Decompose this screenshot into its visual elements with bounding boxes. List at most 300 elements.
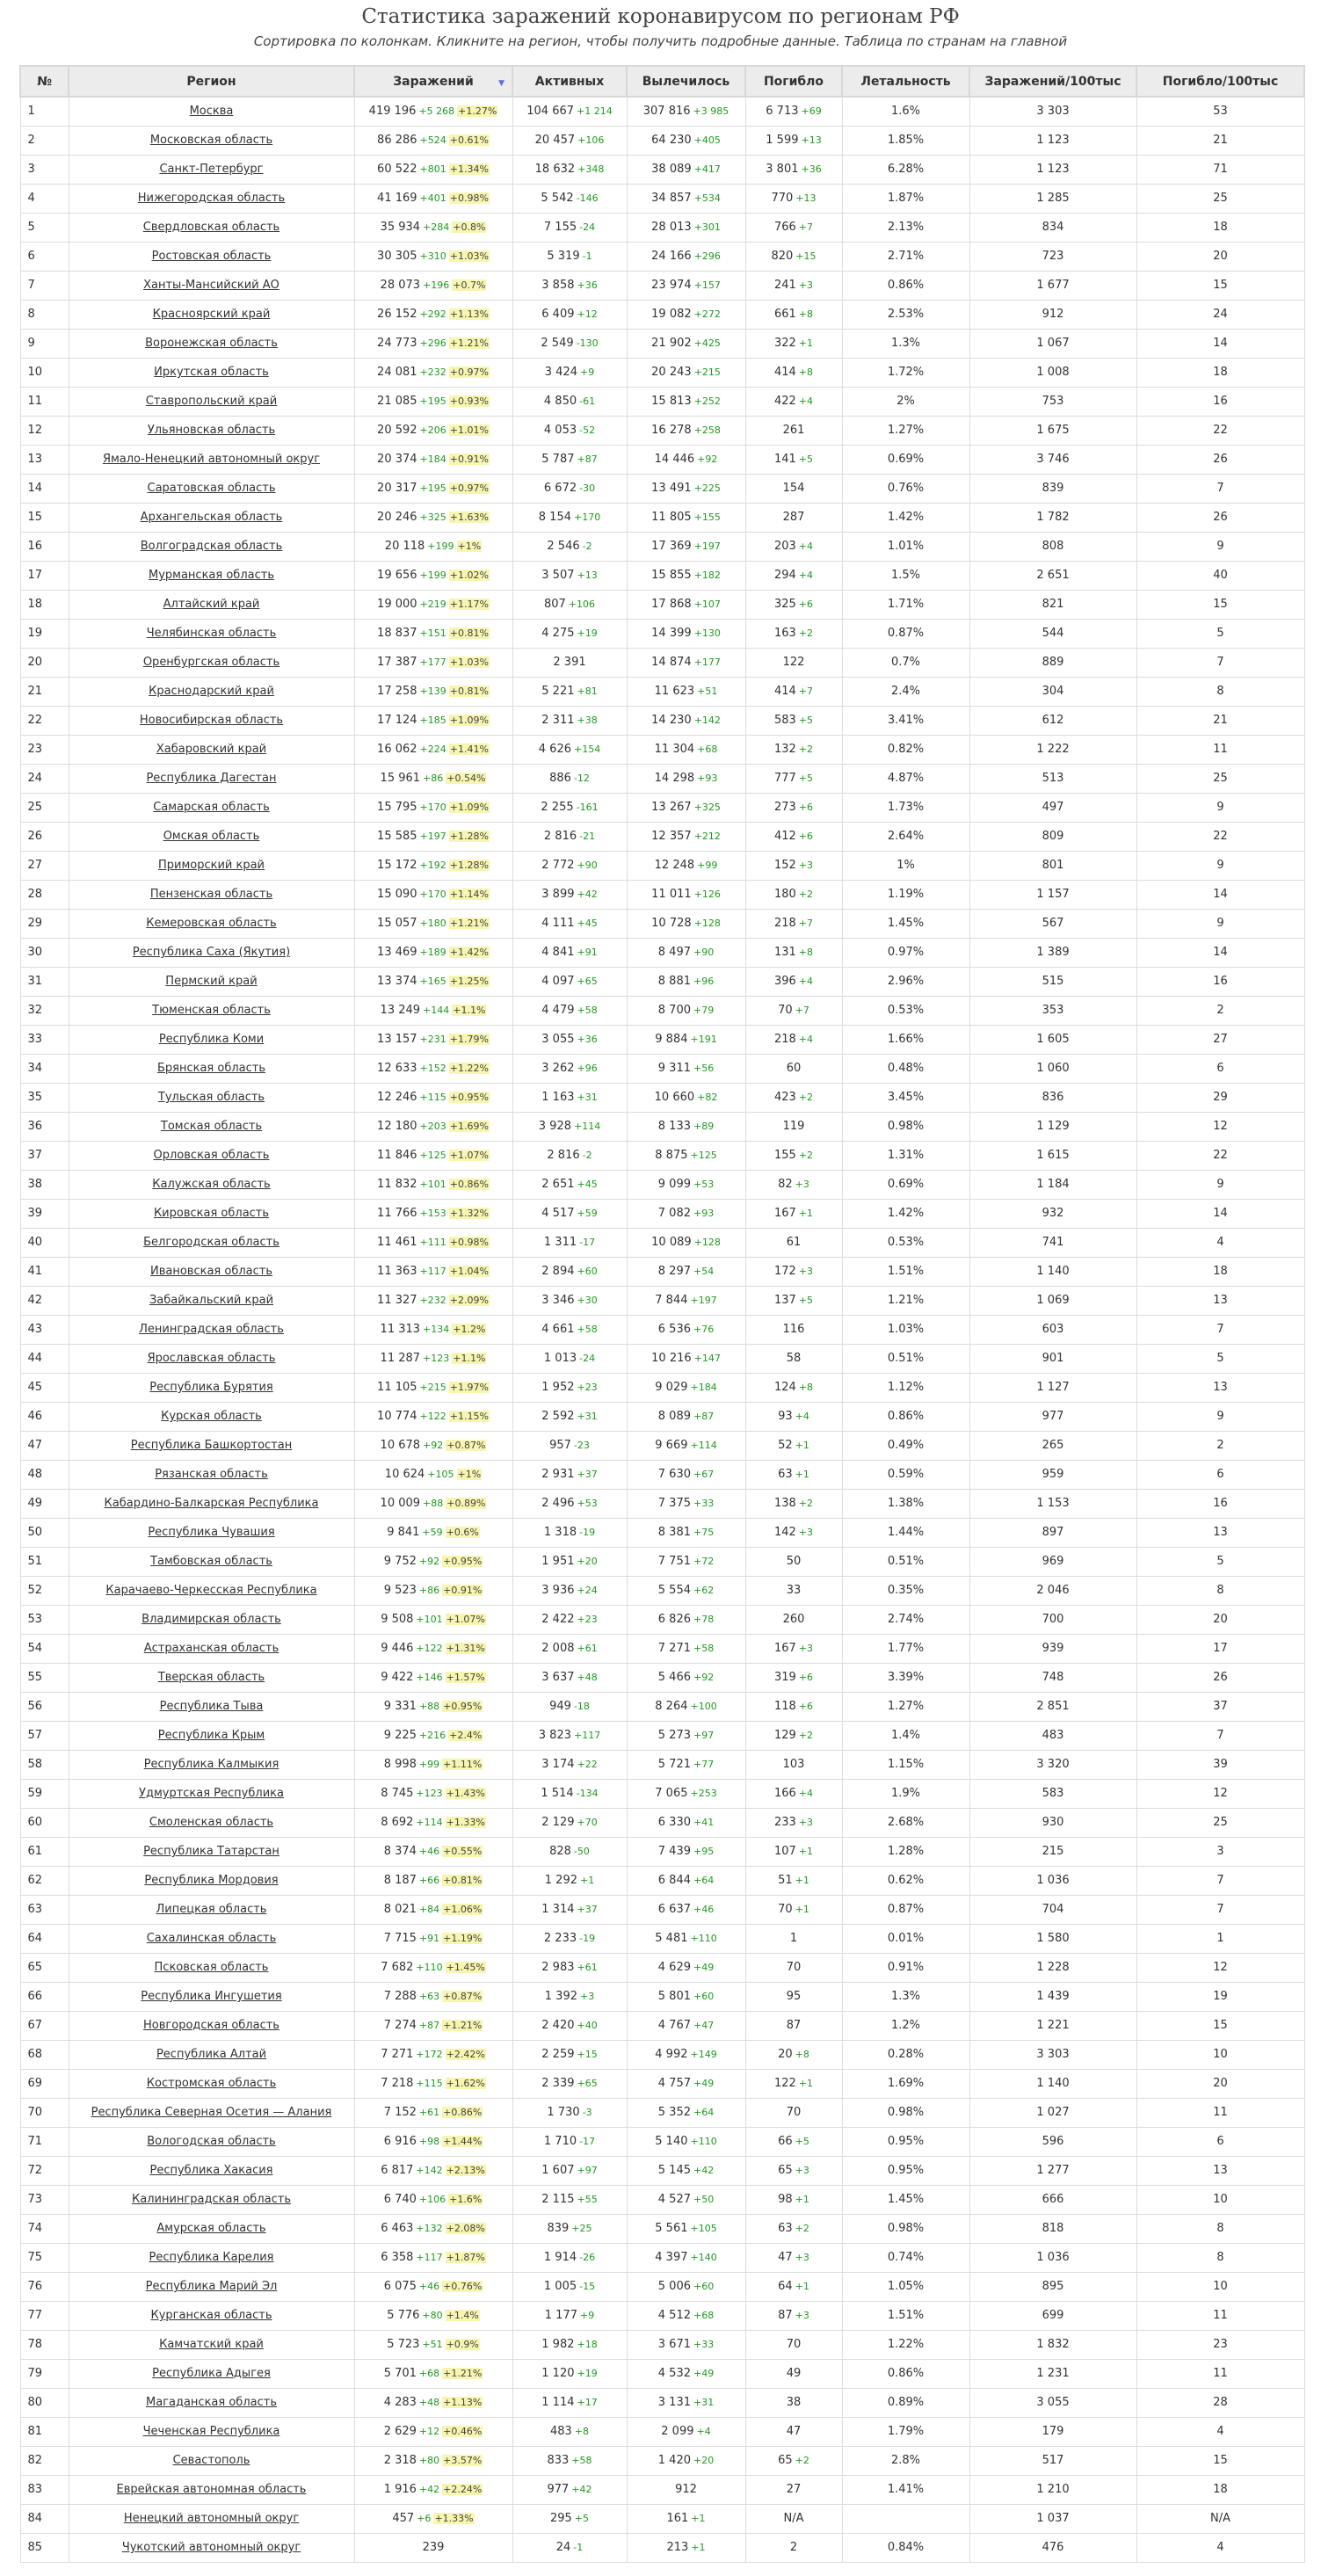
row-number: 35	[20, 1083, 69, 1112]
region-link[interactable]: Ненецкий автономный округ	[123, 2512, 300, 2525]
row-number: 74	[20, 2214, 69, 2243]
region-link[interactable]: Ханты-Мансийский АО	[143, 279, 279, 292]
table-row	[20, 1547, 1304, 1576]
region-cell	[69, 1576, 354, 1605]
region-link[interactable]: Томская область	[160, 1120, 263, 1133]
recovered-delta: +105	[690, 2223, 717, 2234]
row-number: 73	[20, 2185, 69, 2214]
region-link[interactable]: Самарская область	[153, 801, 270, 814]
infected-per-100k-cell: 930	[969, 1808, 1136, 1837]
region-cell	[69, 503, 354, 532]
table-row	[20, 851, 1304, 880]
region-link[interactable]: Ивановская область	[149, 1265, 272, 1278]
infected-value: 35 934	[380, 221, 421, 234]
infected-cell	[354, 387, 512, 416]
infected-delta: +111	[419, 1237, 446, 1248]
recovered-value: 213	[666, 2541, 689, 2554]
region-link[interactable]: Псковская область	[154, 1961, 269, 1974]
recovered-cell	[627, 851, 745, 880]
row-number: 79	[20, 2359, 69, 2388]
region-link[interactable]: Севастополь	[172, 2454, 250, 2467]
recovered-value: 4 767	[657, 2019, 691, 2032]
deaths-cell	[745, 1402, 842, 1431]
infected-cell	[354, 358, 512, 387]
recovered-cell	[627, 242, 745, 271]
infected-value: 20 374	[377, 453, 417, 466]
infected-delta: +292	[419, 308, 446, 320]
active-value: 4 850	[543, 395, 577, 408]
deaths-delta: +3	[795, 2310, 809, 2321]
region-link[interactable]: Липецкая область	[156, 1903, 267, 1916]
deaths-per-100k-cell: 26	[1136, 445, 1304, 474]
infected-cell	[354, 416, 512, 445]
row-number: 39	[20, 1199, 69, 1228]
deaths-cell	[745, 967, 842, 996]
row-number: 62	[20, 1866, 69, 1895]
region-link[interactable]: Астраханская область	[143, 1642, 279, 1655]
active-cell	[512, 561, 627, 590]
deaths-delta: +3	[798, 279, 814, 291]
infected-value: 17 387	[377, 656, 417, 669]
region-link[interactable]: Курская область	[161, 1410, 262, 1423]
recovered-delta: +54	[693, 1266, 715, 1277]
active-value: 1 292	[544, 1874, 577, 1887]
table-row	[20, 358, 1304, 387]
infected-cell	[354, 1547, 512, 1576]
region-link[interactable]: Саратовская область	[147, 482, 276, 495]
active-delta: -21	[579, 831, 596, 842]
col-header-number[interactable]: №	[20, 66, 69, 97]
region-cell	[69, 1924, 354, 1953]
infected-cell	[354, 1489, 512, 1518]
deaths-cell	[745, 590, 842, 619]
region-link[interactable]: Красноярский край	[152, 308, 271, 321]
infected-delta-percent: +0.87%	[443, 1991, 483, 2002]
deaths-delta: +4	[798, 570, 814, 581]
col-header-recovered[interactable]: Вылечилось	[627, 66, 745, 97]
recovered-delta: +67	[693, 1469, 715, 1480]
infected-delta-percent: +0.8%	[453, 221, 486, 233]
infected-per-100k-cell: 2 046	[969, 1576, 1136, 1605]
region-link[interactable]: Республика Чувашия	[148, 1526, 275, 1539]
region-link[interactable]: Амурская область	[156, 2222, 266, 2235]
active-value: 833	[547, 2454, 570, 2467]
col-header-region[interactable]: Регион	[69, 66, 354, 97]
active-delta: +18	[577, 2339, 598, 2350]
row-number: 21	[20, 677, 69, 706]
region-link[interactable]: Нижегородская область	[137, 192, 286, 205]
active-value: 1 314	[541, 1903, 575, 1916]
col-header-deaths[interactable]: Погибло	[745, 66, 842, 97]
region-link[interactable]: Краснодарский край	[149, 685, 274, 698]
region-link[interactable]: Волгоградская область	[140, 540, 283, 553]
table-row	[20, 2388, 1304, 2417]
col-header-active[interactable]: Активных	[512, 66, 627, 97]
active-cell	[512, 648, 627, 677]
lethality-cell: 1.28%	[842, 1837, 969, 1866]
deaths-value: 49	[786, 2367, 802, 2380]
infected-cell	[354, 1199, 512, 1228]
region-link[interactable]: Республика Калмыкия	[143, 1758, 279, 1771]
active-delta: -1	[582, 250, 592, 262]
recovered-cell	[627, 996, 745, 1025]
infected-delta: +151	[419, 628, 446, 639]
infected-value: 6 740	[383, 2193, 417, 2206]
infected-value: 21 085	[377, 395, 417, 408]
deaths-per-100k-cell: 10	[1136, 2040, 1304, 2069]
infected-delta-percent: +1.4%	[446, 2310, 479, 2321]
countries-table-link[interactable]: Таблица по странам на главной	[844, 33, 1068, 49]
recovered-cell	[627, 1257, 745, 1286]
infected-delta-percent: +1.19%	[443, 1933, 483, 1944]
infected-cell	[354, 1779, 512, 1808]
region-link[interactable]: Омская область	[163, 830, 260, 843]
region-link[interactable]: Республика Алтай	[156, 2048, 267, 2061]
infected-delta-percent: +2.42%	[446, 2049, 485, 2060]
region-link[interactable]: Ульяновская область	[147, 424, 276, 437]
row-number: 55	[20, 1663, 69, 1692]
deaths-value: 241	[773, 279, 796, 292]
active-delta: +12	[577, 308, 598, 320]
active-value: 839	[547, 2222, 570, 2235]
region-link[interactable]: Республика Коми	[158, 1033, 265, 1046]
table-row	[20, 445, 1304, 474]
infected-cell	[354, 1692, 512, 1721]
deaths-per-100k-cell: 12	[1136, 1779, 1304, 1808]
infected-value: 19 656	[377, 569, 417, 582]
region-link[interactable]: Свердловская область	[142, 221, 280, 234]
recovered-delta: +197	[690, 1295, 717, 1306]
deaths-value: 141	[773, 453, 796, 466]
row-number: 54	[20, 1634, 69, 1663]
infected-per-100k-cell: 513	[969, 764, 1136, 793]
deaths-delta: +2	[798, 1498, 814, 1509]
recovered-cell	[627, 126, 745, 155]
infected-delta: +195	[419, 483, 446, 494]
active-cell	[512, 793, 627, 822]
recovered-delta: +128	[693, 1237, 721, 1248]
region-link[interactable]: Белгородская область	[143, 1236, 279, 1249]
recovered-value: 64 230	[651, 134, 692, 147]
infected-delta-percent: +0.87%	[446, 1440, 486, 1451]
active-value: 1 318	[543, 1526, 577, 1539]
deaths-value: 1	[789, 1932, 798, 1945]
infected-cell	[354, 271, 512, 300]
deaths-delta: +5	[798, 454, 814, 465]
region-link[interactable]: Республика Северная Осетия — Алания	[91, 2106, 332, 2119]
region-link[interactable]: Удмуртская Республика	[139, 1787, 284, 1800]
table-row	[20, 184, 1304, 213]
region-link[interactable]: Ярославская область	[147, 1352, 276, 1365]
region-link[interactable]: Республика Марий Эл	[145, 2280, 278, 2293]
recovered-value: 5 801	[657, 1990, 691, 2003]
region-link[interactable]: Московская область	[149, 134, 273, 147]
infected-delta-percent: +1.69%	[449, 1121, 489, 1132]
region-link[interactable]: Забайкальский край	[149, 1294, 274, 1307]
deaths-per-100k-cell: 17	[1136, 1634, 1304, 1663]
recovered-cell	[627, 387, 745, 416]
deaths-value: 319	[773, 1671, 796, 1684]
region-link[interactable]: Оренбургская область	[142, 656, 280, 669]
deaths-delta: +13	[795, 192, 817, 204]
region-link[interactable]: Тюменская область	[152, 1004, 271, 1017]
infected-cell	[354, 2011, 512, 2040]
region-link[interactable]: Тульская область	[157, 1091, 265, 1104]
row-number: 50	[20, 1518, 69, 1547]
region-link[interactable]: Ленинградская область	[139, 1323, 284, 1336]
region-cell	[69, 416, 354, 445]
region-link[interactable]: Архангельская область	[140, 511, 283, 524]
lethality-cell: 0.69%	[842, 1170, 969, 1199]
active-value: 3 346	[541, 1294, 575, 1307]
table-row	[20, 1112, 1304, 1141]
active-cell	[512, 2011, 627, 2040]
infected-delta-percent: +0.81%	[449, 686, 489, 697]
infected-delta: +117	[416, 2252, 443, 2263]
region-link[interactable]: Тамбовская область	[150, 1555, 272, 1568]
region-link[interactable]: Республика Мордовия	[144, 1874, 279, 1887]
active-value: 3 858	[541, 279, 575, 292]
active-delta: +106	[577, 134, 605, 146]
infected-per-100k-cell: 1 129	[969, 1112, 1136, 1141]
region-link[interactable]: Ростовская область	[151, 250, 272, 263]
lethality-cell: 0.86%	[842, 2359, 969, 2388]
region-link[interactable]: Москва	[189, 105, 234, 119]
infected-per-100k-cell: 818	[969, 2214, 1136, 2243]
infected-cell	[354, 2388, 512, 2417]
recovered-cell	[627, 2272, 745, 2301]
infected-delta: +92	[423, 1440, 444, 1451]
recovered-value: 10 660	[654, 1091, 695, 1104]
infected-delta: +165	[419, 976, 446, 987]
region-link[interactable]: Калужская область	[152, 1178, 271, 1191]
deaths-value: 142	[773, 1526, 796, 1539]
region-link[interactable]: Костромская область	[146, 2077, 277, 2090]
recovered-delta: +93	[693, 1208, 715, 1219]
active-delta: +19	[577, 628, 598, 639]
infected-per-100k-cell: 567	[969, 909, 1136, 938]
deaths-delta: +2	[798, 628, 814, 639]
active-delta: +61	[577, 1643, 598, 1654]
row-number: 77	[20, 2301, 69, 2330]
region-link[interactable]: Магаданская область	[146, 2396, 277, 2409]
deaths-cell	[745, 1373, 842, 1402]
lethality-cell: 1.27%	[842, 416, 969, 445]
infected-delta-percent: +1.11%	[443, 1759, 483, 1770]
region-link[interactable]: Пензенская область	[149, 888, 273, 901]
infected-cell	[354, 851, 512, 880]
deaths-cell	[745, 184, 842, 213]
active-cell	[512, 2301, 627, 2330]
table-row	[20, 213, 1304, 242]
infected-per-100k-cell: 497	[969, 793, 1136, 822]
infected-value: 2 318	[383, 2454, 417, 2467]
recovered-cell	[627, 213, 745, 242]
deaths-value: 1 599	[766, 134, 799, 147]
region-link[interactable]: Ямало-Ненецкий автономный округ	[102, 453, 321, 466]
lethality-cell: 0.86%	[842, 1402, 969, 1431]
active-cell	[512, 1373, 627, 1402]
region-link[interactable]: Калининградская область	[132, 2193, 291, 2206]
region-link[interactable]: Республика Бурятия	[149, 1381, 273, 1394]
region-link[interactable]: Республика Адыгея	[152, 2367, 271, 2380]
region-cell	[69, 1837, 354, 1866]
row-number: 52	[20, 1576, 69, 1605]
infected-per-100k-cell: 483	[969, 1721, 1136, 1750]
deaths-delta: +2	[798, 1092, 814, 1103]
region-link[interactable]: Рязанская область	[155, 1468, 268, 1481]
region-link[interactable]: Владимирская область	[142, 1613, 281, 1626]
region-cell	[69, 184, 354, 213]
region-link[interactable]: Камчатский край	[159, 2338, 264, 2351]
recovered-cell	[627, 503, 745, 532]
region-link[interactable]: Сахалинская область	[146, 1932, 277, 1945]
infected-per-100k-cell: 723	[969, 242, 1136, 271]
region-cell	[69, 735, 354, 764]
col-header-infected-per-100k[interactable]: Заражений/100тыс	[969, 66, 1136, 97]
recovered-delta: +225	[693, 483, 721, 494]
table-row	[20, 2069, 1304, 2098]
active-value: 2 816	[547, 1149, 580, 1162]
deaths-cell	[745, 1750, 842, 1779]
active-value: 3 823	[538, 1729, 571, 1742]
deaths-value: 766	[773, 221, 796, 234]
recovered-value: 5 352	[657, 2106, 691, 2119]
recovered-value: 17 369	[651, 540, 692, 553]
region-link[interactable]: Курганская область	[150, 2309, 272, 2322]
region-link[interactable]: Челябинская область	[146, 627, 277, 640]
region-cell	[69, 1721, 354, 1750]
region-link[interactable]: Тверская область	[157, 1671, 265, 1684]
recovered-cell	[627, 1895, 745, 1924]
lethality-cell: 3.39%	[842, 1663, 969, 1692]
active-value: 2 255	[541, 801, 574, 814]
infected-per-100k-cell: 1 008	[969, 358, 1136, 387]
recovered-delta: +53	[693, 1179, 715, 1190]
region-link[interactable]: Республика Крым	[157, 1729, 265, 1742]
region-link[interactable]: Мурманская область	[149, 569, 274, 582]
infected-per-100k-cell: 1 228	[969, 1953, 1136, 1982]
region-link[interactable]: Республика Башкортостан	[130, 1439, 293, 1452]
region-link[interactable]: Пермский край	[165, 975, 258, 988]
region-link[interactable]: Брянская область	[156, 1062, 266, 1075]
recovered-delta: +50	[693, 2194, 715, 2205]
region-link[interactable]: Иркутская область	[154, 366, 269, 379]
region-link[interactable]: Еврейская автономная область	[116, 2483, 307, 2496]
deaths-value: 6 713	[766, 105, 799, 119]
recovered-cell	[627, 1518, 745, 1547]
region-link[interactable]: Республика Тыва	[159, 1700, 264, 1713]
recovered-cell	[627, 1431, 745, 1460]
infected-value: 9 523	[383, 1584, 417, 1597]
region-link[interactable]: Орловская область	[153, 1149, 270, 1162]
active-delta: +31	[577, 1092, 598, 1103]
active-delta: -17	[579, 1237, 596, 1248]
region-link[interactable]: Ставропольский край	[145, 395, 278, 408]
row-number: 60	[20, 1808, 69, 1837]
recovered-value: 23 974	[651, 279, 692, 292]
recovered-cell	[627, 1141, 745, 1170]
region-cell	[69, 1605, 354, 1634]
infected-delta: +51	[422, 2339, 443, 2350]
infected-delta: +117	[419, 1266, 446, 1277]
lethality-cell: 0.89%	[842, 2388, 969, 2417]
active-value: 24	[555, 2541, 571, 2554]
region-link[interactable]: Чеченская Республика	[142, 2425, 280, 2438]
region-link[interactable]: Хабаровский край	[156, 743, 267, 756]
region-link[interactable]: Кемеровская область	[146, 917, 277, 930]
infected-delta-percent: +1.15%	[449, 1411, 489, 1422]
active-cell	[512, 1837, 627, 1866]
active-value: 20 457	[534, 134, 576, 147]
active-cell	[512, 619, 627, 648]
active-value: 5 221	[541, 685, 575, 698]
region-link[interactable]: Кабардино-Балкарская Республика	[104, 1497, 319, 1510]
region-link[interactable]: Воронежская область	[145, 337, 278, 350]
row-number: 17	[20, 561, 69, 590]
region-link[interactable]: Вологодская область	[147, 2135, 276, 2148]
region-link[interactable]: Чукотский автономный округ	[121, 2541, 301, 2554]
active-cell	[512, 1924, 627, 1953]
col-header-lethality[interactable]: Летальность	[842, 66, 969, 97]
active-cell	[512, 1083, 627, 1112]
col-header-infected[interactable]	[354, 66, 512, 97]
region-link[interactable]: Республика Карелия	[149, 2251, 274, 2264]
recovered-value: 15 855	[651, 569, 692, 582]
recovered-value: 8 497	[657, 946, 691, 959]
region-link[interactable]: Кировская область	[153, 1207, 270, 1220]
deaths-per-100k-cell: N/A	[1136, 2504, 1304, 2533]
recovered-cell	[627, 1228, 745, 1257]
recovered-value: 4 512	[657, 2309, 691, 2322]
region-link[interactable]: Санкт-Петербург	[159, 163, 264, 176]
table-row	[20, 387, 1304, 416]
recovered-delta: +110	[690, 1933, 717, 1944]
deaths-per-100k-cell: 8	[1136, 2243, 1304, 2272]
region-link[interactable]: Новосибирская область	[139, 714, 284, 727]
region-cell	[69, 242, 354, 271]
deaths-delta: +3	[795, 2252, 809, 2263]
infected-delta: +46	[418, 1846, 440, 1857]
recovered-cell	[627, 1170, 745, 1199]
region-link[interactable]: Алтайский край	[163, 598, 260, 611]
infected-value: 30 305	[377, 250, 417, 263]
region-link[interactable]: Новгородская область	[143, 2019, 279, 2032]
active-delta: -12	[573, 773, 590, 784]
infected-delta-percent: +0.89%	[446, 1498, 486, 1509]
active-value: 18 632	[534, 163, 576, 176]
region-cell	[69, 880, 354, 909]
col-header-deaths-per-100k[interactable]: Погибло/100тыс	[1136, 66, 1304, 97]
recovered-cell	[627, 1547, 745, 1576]
recovered-cell	[627, 561, 745, 590]
region-link[interactable]: Республика Ингушетия	[141, 1990, 282, 2003]
region-link[interactable]: Республика Татарстан	[143, 1845, 279, 1858]
region-link[interactable]: Республика Хакасия	[149, 2164, 273, 2177]
active-cell	[512, 2475, 627, 2504]
region-link[interactable]: Приморский край	[157, 859, 265, 872]
deaths-per-100k-cell: 14	[1136, 880, 1304, 909]
deaths-delta: +8	[798, 1382, 814, 1393]
region-link[interactable]: Карачаево-Черкесская Республика	[105, 1584, 317, 1597]
infected-delta-percent: +1.03%	[449, 657, 489, 668]
deaths-per-100k-cell: 14	[1136, 938, 1304, 967]
lethality-cell: 1.03%	[842, 1315, 969, 1344]
region-link[interactable]: Республика Саха (Якутия)	[132, 946, 291, 959]
region-link[interactable]: Республика Дагестан	[146, 772, 277, 785]
region-link[interactable]: Смоленская область	[149, 1816, 274, 1829]
infected-delta: +170	[419, 889, 446, 900]
